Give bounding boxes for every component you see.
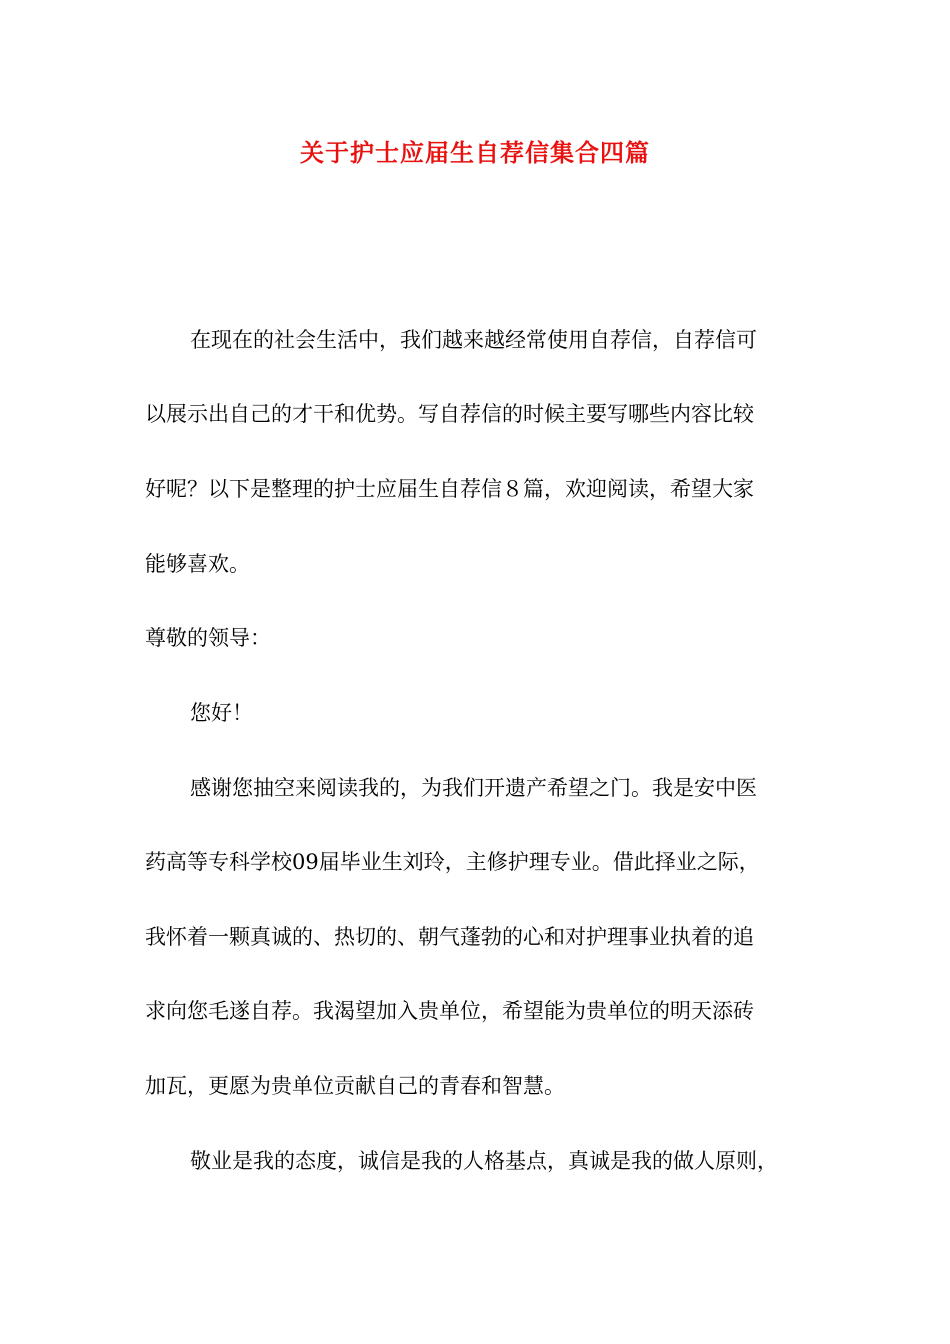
paragraph-intro-line-1: 在现在的社会生活中，我们越来越经常使用自荐信，自荐信可 <box>190 328 757 352</box>
paragraph-body-line-4: 求向您毛遂自荐。我渴望加入贵单位，希望能为贵单位的明天添砖 <box>145 999 754 1023</box>
paragraph-body-line-2: 药高等专科学校09届毕业生刘玲，主修护理专业。借此择业之际， <box>145 850 760 874</box>
paragraph-intro-line-4: 能够喜欢。 <box>145 552 250 576</box>
salutation: 尊敬的领导： <box>145 626 271 650</box>
paragraph-attitude-line-1: 敬业是我的态度，诚信是我的人格基点，真诚是我的做人原则， <box>190 1149 778 1173</box>
paragraph-body-line-1: 感谢您抽空来阅读我的，为我们开遗产希望之门。我是安中医 <box>190 776 757 800</box>
document-title: 关于护士应届生自荐信集合四篇 <box>300 138 650 167</box>
paragraph-intro-line-2: 以展示出自己的才干和优势。写自荐信的时候主要写哪些内容比较 <box>145 402 754 426</box>
paragraph-body-line-3: 我怀着一颗真诚的、热切的、朝气蓬勃的心和对护理事业执着的追 <box>145 925 754 949</box>
greeting: 您好！ <box>190 701 253 725</box>
paragraph-intro-line-3: 好呢？以下是整理的护士应届生自荐信８篇，欢迎阅读，希望大家 <box>145 477 754 501</box>
paragraph-body-line-5: 加瓦，更愿为贵单位贡献自己的青春和智慧。 <box>145 1074 565 1098</box>
